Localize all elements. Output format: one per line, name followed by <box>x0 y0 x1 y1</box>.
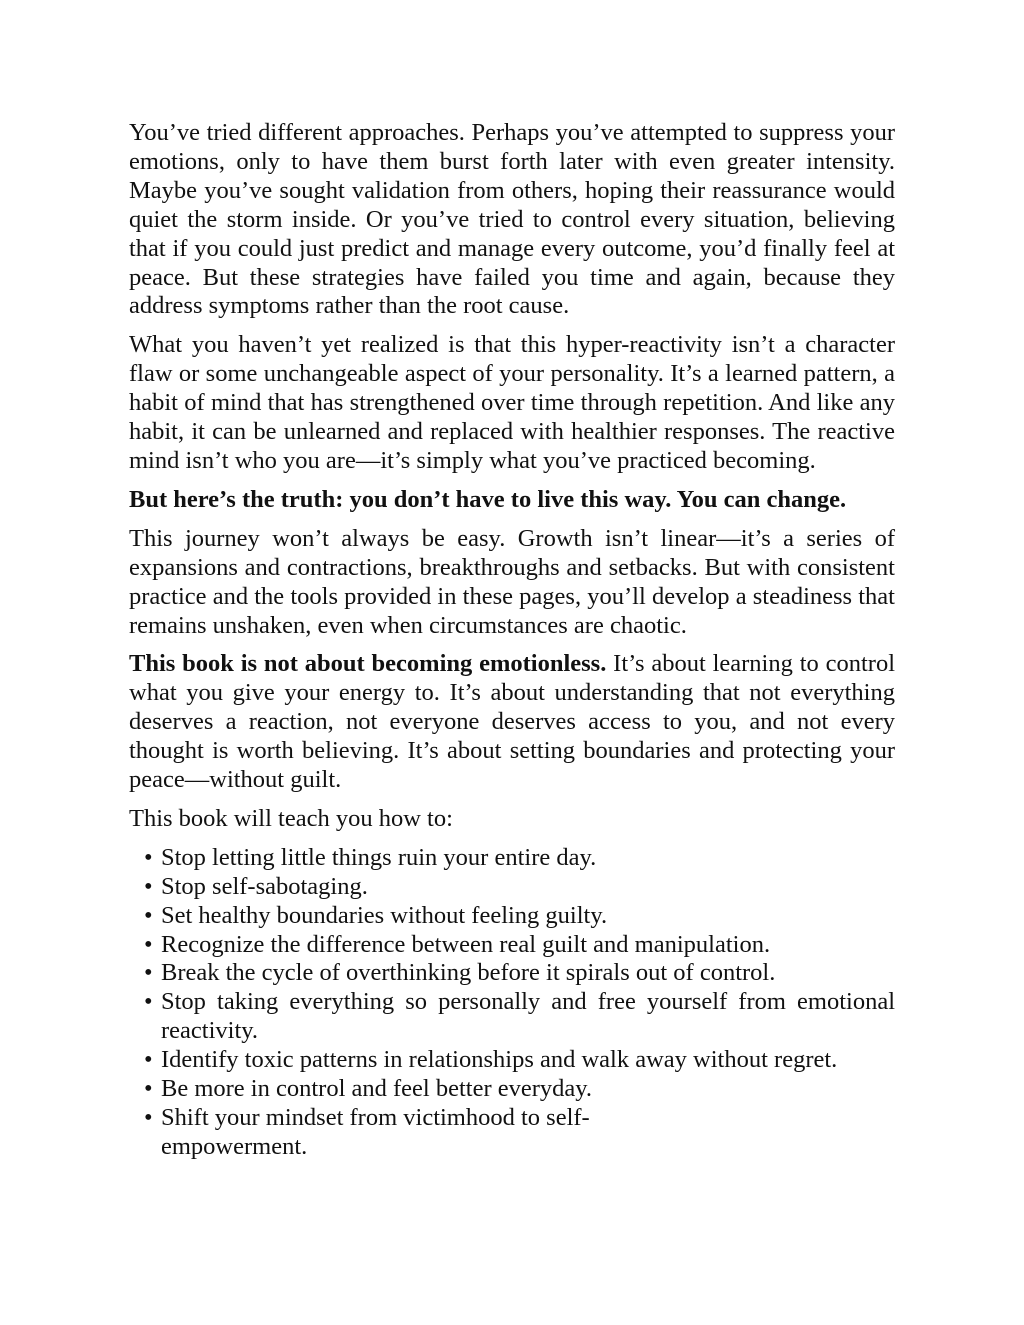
list-item <box>129 1104 601 1162</box>
list-item-text: Stop self-sabotaging. <box>161 872 368 900</box>
paragraph-approaches: You’ve tried different approaches. Perhaps you’ve attempted to suppress your emotions, only to have them burst forth later with even greater intensity. Maybe you’ve sought validation from others, hoping their reassurance would quiet the storm inside. Or you’ve tried to control every situation, believing that if you could just predict and manage every outcome, you’d finally feel at peace. But these strategies have failed you time and again, because they address symptoms rather than the root cause. <box>129 119 895 320</box>
document-page <box>129 119 895 1162</box>
list-item <box>129 1075 895 1104</box>
bullet-icon: • <box>144 901 153 929</box>
paragraph-journey: This journey won’t always be easy. Growth isn’t linear—it’s a series of expansions and contractions, breakthroughs and setbacks. But with consistent practice and the tools provided in these pages, you’ll develop a steadiness that remains unshaken, even when circumstances are chaotic. <box>129 524 895 639</box>
list-item-text: Recognize the difference between real guilt and manipulation. <box>161 930 771 958</box>
list-item-text: Set healthy boundaries without feeling guilty. <box>161 901 608 929</box>
paragraph-not-emotionless-text: It’s about learning to control what you give your energy to. It’s about understanding that not everything deserves a reaction, not everyone deserves access to you, and not every thought is worth believing. It’s about setting boundaries and protecting your peace—without guilt. <box>129 650 895 794</box>
paragraph-truth: But here’s the truth: you don’t have to live this way. You can change. <box>129 485 847 513</box>
bullet-icon: • <box>144 930 153 958</box>
list-item <box>129 873 895 902</box>
list-item-text: Stop letting little things ruin your entire day. <box>161 843 597 871</box>
paragraph-learned-pattern: What you haven’t yet realized is that this hyper-reactivity isn’t a character flaw or some unchangeable aspect of your personality. It’s a learned pattern, a habit of mind that has strengthened over time through repetition. And like any habit, it can be unlearned and replaced with healthier responses. The reactive mind isn’t who you are—it’s simply what you’ve practiced becoming. <box>129 331 895 474</box>
list-item <box>129 931 895 960</box>
list-item <box>129 844 895 873</box>
bullet-icon: • <box>144 988 153 1016</box>
list-item <box>129 1046 895 1075</box>
list-item-text: Identify toxic patterns in relationships and walk away without regret. <box>161 1046 838 1074</box>
list-item-text: Stop taking everything so personally and free yourself from emotional reactivity. <box>161 988 895 1045</box>
bullet-icon: • <box>144 959 153 987</box>
bullet-list <box>129 844 895 1162</box>
bullet-icon: • <box>144 843 153 871</box>
list-item-text: Shift your mindset from victimhood to self-empowerment. <box>161 1104 590 1160</box>
bullet-icon: • <box>144 872 153 900</box>
paragraph-list-intro: This book will teach you how to: <box>129 804 453 832</box>
bullet-icon: • <box>144 1075 153 1103</box>
bullet-icon: • <box>144 1104 153 1131</box>
emphasis-not-emotionless: This book is not about becoming emotionless. <box>129 650 607 678</box>
bullet-icon: • <box>144 1046 153 1074</box>
list-item <box>129 988 895 1046</box>
list-item <box>129 902 895 931</box>
list-item <box>129 959 895 988</box>
paragraph-not-emotionless <box>129 650 895 795</box>
list-item-text: Be more in control and feel better everyday. <box>161 1075 593 1103</box>
list-item-text: Break the cycle of overthinking before it spirals out of control. <box>161 959 776 987</box>
